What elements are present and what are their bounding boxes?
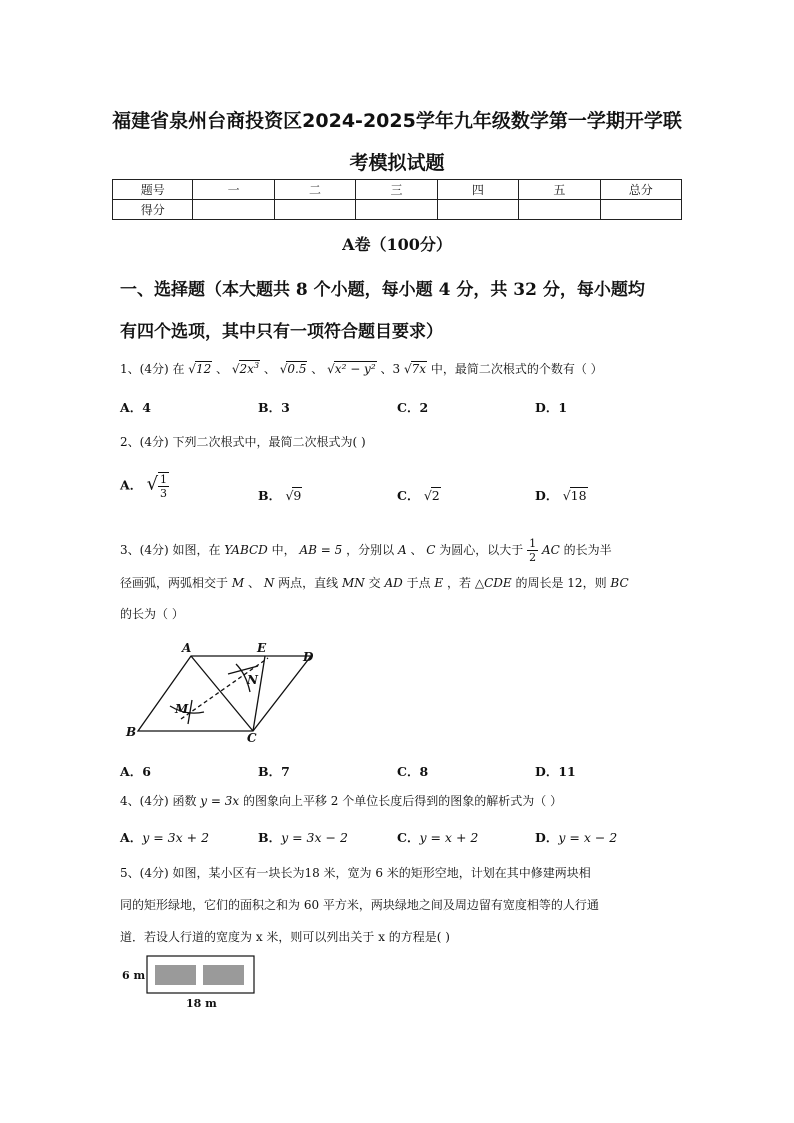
q2-option-b: [258, 486, 302, 504]
green-plot-2: [203, 965, 244, 985]
diagonal-ac: [191, 656, 253, 731]
question-5-line3: 道．若设人行道的宽度为 x 米，则可以列出关于 x 的方程是( ): [120, 930, 450, 944]
arc-m-cross: [188, 700, 192, 724]
sqrt-icon: √: [279, 362, 288, 376]
label-e: E: [257, 641, 267, 655]
q2-option-d-label: D．: [535, 488, 559, 503]
label-c: C: [247, 731, 257, 745]
q1-separator: 、: [263, 362, 276, 376]
q4-option-label: A．: [120, 830, 143, 845]
q3-text: 交: [368, 576, 381, 590]
q3-math: M: [231, 576, 245, 590]
q1-prefix: 1、(4分) 在: [120, 362, 185, 376]
label-width: 6 m: [122, 969, 146, 982]
q1-separator: 、: [216, 362, 229, 376]
score-row-label: 得分: [113, 200, 193, 220]
label-b: B: [126, 725, 137, 739]
q4-function: y = 3x: [200, 794, 240, 808]
q4-option-label: D．: [535, 830, 559, 845]
q3-math: △CDE: [474, 576, 512, 590]
sqrt-icon: √: [146, 473, 159, 495]
q1-radical-2-base: 2x: [239, 362, 254, 376]
q4-option-a: [120, 828, 209, 846]
q3-parallelogram: YABCD: [224, 543, 268, 557]
score-header-cell: 题号: [113, 180, 193, 200]
score-table: [112, 179, 682, 220]
q2-option-a: [120, 472, 169, 500]
q3-text: 于点: [406, 576, 431, 590]
fraction-denominator: 3: [160, 487, 168, 500]
question-3-line3: 的长为（ ）: [120, 607, 184, 621]
section-heading-line1: 一、选择题（本大题共 8 个小题，每小题 4 分，共 32 分，每小题均: [120, 280, 645, 300]
q3-math: E: [434, 576, 444, 590]
q2-option-c-radicand: 2: [431, 488, 440, 503]
score-cell: [356, 200, 437, 220]
q3-math: A: [397, 543, 407, 557]
q4-text: 4、(4分) 函数: [120, 794, 197, 808]
q3-text: 的长为半: [563, 543, 612, 557]
q3-option-a: A．6: [120, 764, 151, 779]
q1-radical-5: 7x: [411, 362, 427, 376]
q3-text: 为圆心，以大于: [439, 543, 524, 557]
q3-math: AC: [541, 543, 560, 557]
sqrt-icon: √: [188, 362, 196, 376]
q2-option-a-label: A．: [120, 477, 143, 493]
q3-text: 径画弧，两弧相交于: [120, 576, 229, 590]
score-table-header-row: [113, 180, 682, 200]
question-1: [120, 360, 603, 377]
q1-radical-1: 12: [195, 362, 212, 376]
label-d: D: [303, 650, 314, 664]
q2-option-c: [397, 486, 441, 504]
q3-math: BC: [610, 576, 629, 590]
sqrt-icon: √: [231, 362, 240, 376]
sqrt-icon: √: [423, 488, 432, 503]
question-3-line2: [120, 574, 629, 591]
score-header-cell: 二: [274, 180, 355, 200]
sqrt-icon: √: [327, 362, 335, 376]
sqrt-icon: √: [562, 488, 571, 503]
q4-option-expr: y = 3x − 2: [281, 830, 348, 845]
q1-radical-3: 0.5: [287, 362, 307, 376]
score-header-cell: 四: [437, 180, 518, 200]
q1-radical-2: [239, 360, 261, 376]
label-m: M: [175, 702, 189, 716]
question-5-line1: 5、(4分) 如图，某小区有一块长为18 米，宽为 6 米的矩形空地，计划在其中修建两块相: [120, 866, 591, 880]
score-cell: [437, 200, 518, 220]
q3-math: AB = 5: [299, 543, 343, 557]
question-2: 2、(4分) 下列二次根式中，最简二次根式为( ): [120, 435, 366, 449]
q3-option-d: D．11: [535, 764, 576, 779]
q4-option-d: [535, 828, 617, 846]
q3-math: C: [426, 543, 436, 557]
fraction-numerator: 1: [160, 473, 168, 486]
q4-option-expr: y = 3x + 2: [142, 830, 210, 845]
q2-option-b-label: B．: [258, 488, 282, 503]
q4-option-expr: y = x + 2: [419, 830, 479, 845]
question-4: [120, 792, 562, 809]
q3-fraction: [527, 537, 538, 564]
q2-option-d-radicand: 18: [570, 488, 587, 503]
section-heading-line2: 有四个选项，其中只有一项符合题目要求）: [120, 322, 443, 342]
parallelogram-outline: [138, 656, 311, 731]
sqrt-icon: √: [403, 362, 412, 376]
q3-text: 、: [247, 576, 260, 590]
green-plot-1: [155, 965, 196, 985]
score-cell: [600, 200, 681, 220]
q3-option-b: B．7: [258, 764, 290, 779]
question-5-line2: 同的矩形绿地，它们的面积之和为 60 平方米，两块绿地之间及周边留有宽度相等的人行通: [120, 898, 599, 912]
q2-option-a-fraction: [158, 472, 169, 500]
q1-option-d: D．1: [535, 400, 568, 415]
q4-option-expr: y = x − 2: [558, 830, 618, 845]
score-header-cell: 三: [356, 180, 437, 200]
score-header-cell: 一: [193, 180, 274, 200]
q3-math: N: [263, 576, 275, 590]
label-a: A: [182, 641, 192, 655]
q2-option-c-label: C．: [397, 488, 420, 503]
fraction-denominator: 2: [529, 551, 537, 564]
score-table-score-row: [113, 200, 682, 220]
q4-option-b: [258, 828, 348, 846]
score-cell: [519, 200, 600, 220]
q4-option-label: B．: [258, 830, 282, 845]
q2-option-b-radicand: 9: [293, 488, 302, 503]
score-cell: [274, 200, 355, 220]
q1-suffix: 中，最简二次根式的个数有（ ）: [430, 362, 603, 376]
q3-text: 3、(4分) 如图，在: [120, 543, 221, 557]
q3-text: 中，: [271, 543, 296, 557]
score-header-cell: 五: [519, 180, 600, 200]
q3-parallelogram-figure: [118, 636, 328, 746]
q1-separator: 、3: [380, 362, 401, 376]
q1-option-c: C．2: [397, 400, 429, 415]
q3-text: ，分别以: [346, 543, 395, 557]
q4-text: 的图象向上平移 2 个单位长度后得到的图象的解析式为（ ）: [242, 794, 563, 808]
sqrt-icon: √: [285, 488, 294, 503]
volume-heading: A卷（100分）: [342, 235, 452, 254]
q5-rectangle-figure: [118, 952, 268, 1012]
q1-option-b: B．3: [258, 400, 290, 415]
q3-text: ，若: [447, 576, 472, 590]
question-3-line1: [120, 537, 612, 564]
q1-separator: 、: [311, 362, 324, 376]
q4-option-c: [397, 828, 478, 846]
q3-math: MN: [341, 576, 365, 590]
q3-text: 两点，直线: [278, 576, 339, 590]
q3-text: 的周长是 12，则: [515, 576, 607, 590]
q3-option-c: C．8: [397, 764, 429, 779]
score-header-cell: 总分: [600, 180, 681, 200]
score-cell: [193, 200, 274, 220]
q3-math: AD: [384, 576, 403, 590]
q3-text: 、: [410, 543, 423, 557]
q1-radical-4: x² − y²: [334, 362, 376, 376]
page-title-line2: 考模拟试题: [349, 152, 445, 174]
q2-option-d: [535, 486, 588, 504]
label-n: N: [247, 673, 258, 687]
page-title-line1: 福建省泉州台商投资区2024-2025学年九年级数学第一学期开学联: [112, 110, 682, 132]
q1-option-a: A．4: [120, 400, 151, 415]
q1-radical-2-exp: 3: [253, 361, 260, 370]
label-length: 18 m: [186, 997, 217, 1010]
fraction-numerator: 1: [529, 537, 537, 550]
q4-option-label: C．: [397, 830, 420, 845]
